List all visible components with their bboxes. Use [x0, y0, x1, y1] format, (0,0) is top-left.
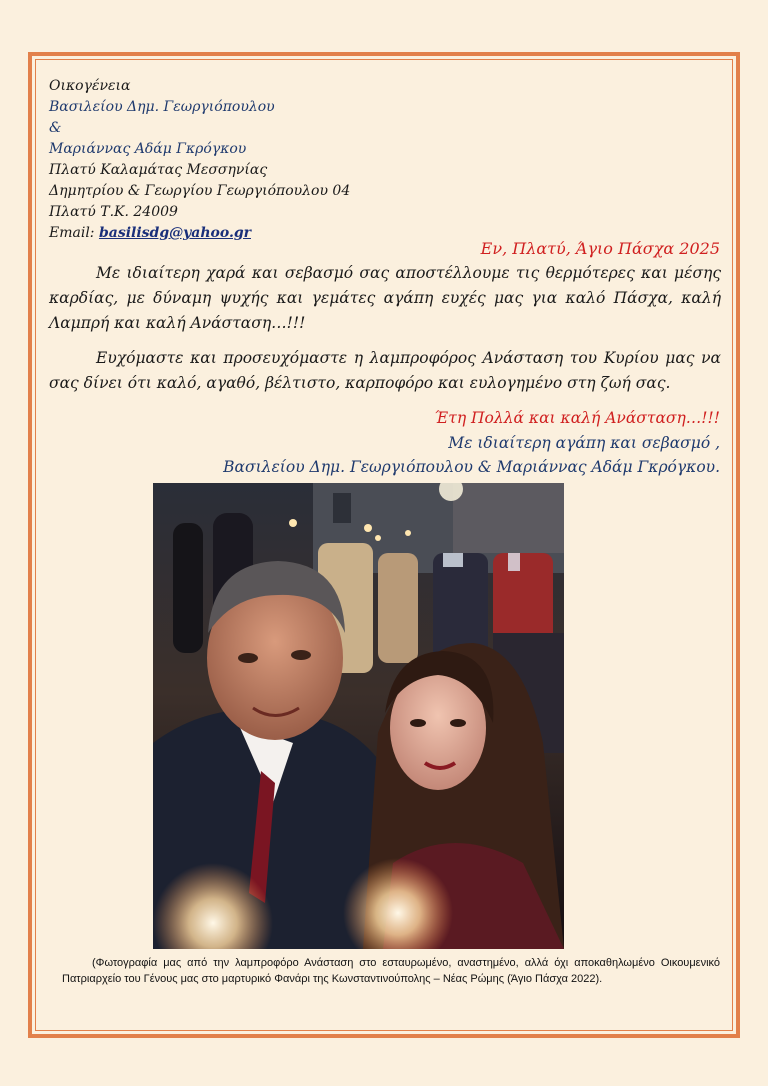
- easter-photo: [153, 483, 564, 949]
- address-postal: Πλατύ Τ.Κ. 24009: [49, 204, 178, 220]
- greeting-paragraph-2: Ευχόμαστε και προσευχόμαστε η λαμπροφόρος Ανάσταση του Κυρίου μας να σας δίνει ότι καλό, αγαθό, βέλτιστο, καρποφόρο και ευλογημένο στη ζωή σας.: [49, 349, 721, 392]
- date-line: Εν, Πλατύ, Άγιο Πάσχα 2025: [480, 239, 720, 258]
- email-label: Email:: [49, 225, 95, 241]
- address-email-row: [49, 223, 350, 244]
- address-street: Δημητρίου & Γεωργίου Γεωργιόπουλου 04: [49, 183, 351, 199]
- address-name-1: Βασιλείου Δημ. Γεωργιόπουλου: [49, 99, 275, 115]
- address-name-2: Μαριάννας Αδάμ Γκρόγκου: [49, 141, 247, 157]
- closing-regards: Με ιδιαίτερη αγάπη και σεβασμό ,: [448, 434, 720, 452]
- email-link[interactable]: basilisdg@yahoo.gr: [98, 225, 251, 241]
- greeting-paragraph-1: Με ιδιαίτερη χαρά και σεβασμό σας αποστέλλουμε τις θερμότερες και μέσης καρδίας, με δύναμη ψυχής και γεμάτες αγάπη ευχές μας για καλό Πάσχα, καλή Λαμπρή και καλή Ανάσταση…!!!: [49, 264, 721, 332]
- closing-wish: Έτη Πολλά και καλή Ανάσταση…!!!: [434, 409, 720, 427]
- sender-address-block: [49, 76, 350, 244]
- address-ampersand: &: [49, 120, 62, 136]
- photo-caption: (Φωτογραφία μας από την λαμπροφόρο Ανάσταση στο εσταυρωμένο, αναστημένο, αλλά όχι αποκαθηλωμένο Οικουμενικό Πατριαρχείο του Γένους μας στο μαρτυρικό Φανάρι της Κωνσταντινούπολης – Νέας Ρώμης (Άγιο Πάσχα 2022).: [62, 957, 720, 985]
- address-location: Πλατύ Καλαμάτας Μεσσηνίας: [49, 162, 268, 178]
- address-family-label: Οικογένεια: [49, 78, 131, 94]
- closing-signature: Βασιλείου Δημ. Γεωργιόπουλου & Μαριάννας Αδάμ Γκρόγκου.: [223, 458, 720, 476]
